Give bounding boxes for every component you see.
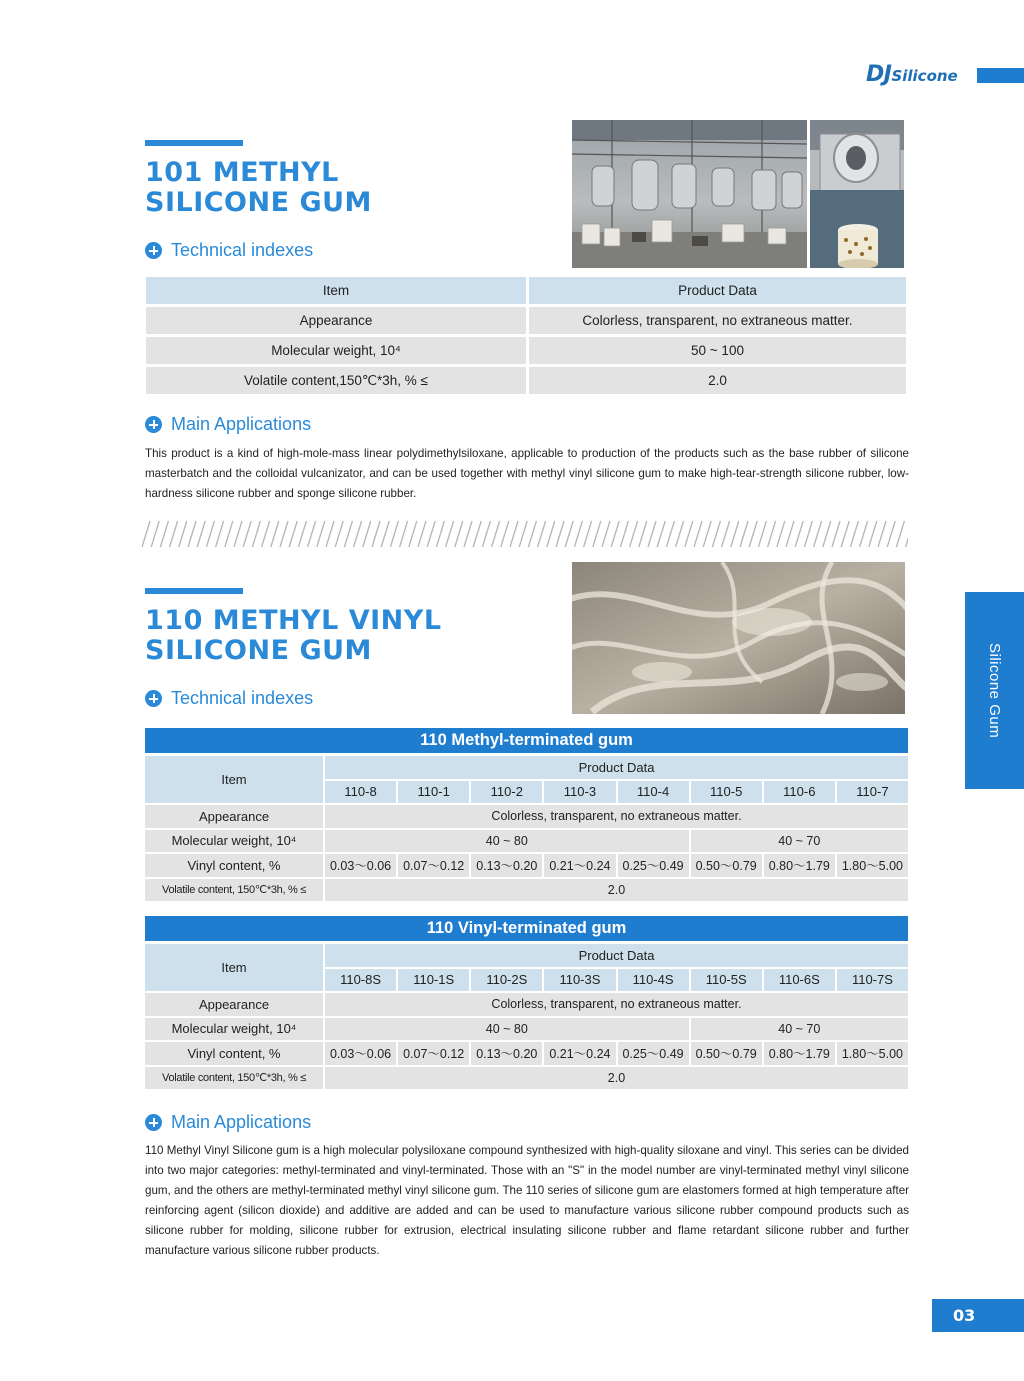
header-item: Item	[145, 944, 323, 991]
table-row	[145, 805, 908, 828]
side-tab-label: Silicone Gum	[986, 642, 1003, 739]
section2-tech-label: Technical indexes	[171, 688, 314, 708]
section2-title-line2: SILICONE GUM	[145, 635, 372, 666]
table-row	[145, 830, 908, 853]
section1-tech-heading	[145, 240, 313, 261]
cell-value: 1.80～5.00	[837, 854, 908, 877]
model-cell: 110-8S	[325, 969, 396, 992]
section1-title	[145, 158, 372, 218]
table-row	[145, 1067, 908, 1090]
cell-value: 40 ~ 80	[325, 1018, 689, 1041]
model-cell: 110-4S	[618, 969, 689, 992]
section1-apps-label: Main Applications	[171, 414, 312, 434]
cell-value: 0.50～0.79	[691, 854, 762, 877]
table-row	[146, 337, 906, 364]
section2-title-line1: 110 METHYL VINYL	[145, 605, 442, 636]
cell-value: 40 ~ 80	[325, 830, 689, 853]
cell-value: 0.80～1.79	[764, 1042, 835, 1065]
cell-label: Molecular weight, 10⁴	[145, 830, 323, 853]
model-cell: 110-1S	[398, 969, 469, 992]
table-row	[146, 307, 906, 334]
cell-label: Volatile content,150℃*3h, % ≤	[146, 367, 526, 394]
header-product-data: Product Data	[325, 944, 908, 967]
table-row	[145, 1018, 908, 1041]
methyl-table-title: 110 Methyl-terminated gum	[145, 728, 908, 753]
cell-value: 0.25～0.49	[618, 1042, 689, 1065]
brand-logo	[866, 62, 958, 87]
cell-label: Appearance	[146, 307, 526, 334]
table-row	[145, 993, 908, 1016]
model-cell: 110-5S	[691, 969, 762, 992]
plus-circle-icon	[145, 242, 162, 259]
model-cell: 110-7S	[837, 969, 908, 992]
cell-value: 40 ~ 70	[691, 830, 908, 853]
model-cell: 110-3	[544, 781, 615, 804]
section2-accent-bar	[145, 588, 243, 594]
table-row	[146, 367, 906, 394]
model-cell: 110-6	[764, 781, 835, 804]
cell-label: Volatile content, 150℃*3h, % ≤	[145, 879, 323, 902]
cell-value: 0.21～0.24	[544, 1042, 615, 1065]
section1-tech-label: Technical indexes	[171, 240, 314, 260]
plus-circle-icon	[145, 690, 162, 707]
brand-bar	[977, 68, 1024, 83]
header-item: Item	[146, 277, 526, 304]
brand-part2: Silicone	[891, 67, 958, 85]
header-product-data: Product Data	[529, 277, 906, 304]
cell-value: Colorless, transparent, no extraneous matter.	[529, 307, 906, 334]
plus-circle-icon	[145, 416, 162, 433]
section2-tech-heading	[145, 688, 313, 709]
section1-tech-table	[143, 274, 909, 397]
model-cell: 110-6S	[764, 969, 835, 992]
cell-label: Appearance	[145, 993, 323, 1016]
model-cell: 110-5	[691, 781, 762, 804]
cell-value: 0.03～0.06	[325, 854, 396, 877]
factory-photo	[572, 120, 807, 268]
cell-value: 40 ~ 70	[691, 1018, 908, 1041]
cell-value: 0.07～0.12	[398, 1042, 469, 1065]
silicone-gum-photo	[572, 562, 905, 714]
cell-label: Volatile content, 150℃*3h, % ≤	[145, 1067, 323, 1090]
brand-part1: DJ	[866, 62, 892, 87]
section1-apps-heading	[145, 414, 311, 435]
cell-label: Vinyl content, %	[145, 854, 323, 877]
table-header-row	[146, 277, 906, 304]
cell-value: 0.80～1.79	[764, 854, 835, 877]
cell-value: 2.0	[325, 1067, 908, 1090]
table-row	[145, 854, 908, 877]
table-row	[145, 879, 908, 902]
cell-value: 1.80～5.00	[837, 1042, 908, 1065]
cell-value: 2.0	[529, 367, 906, 394]
section1-title-line1: 101 METHYL	[145, 157, 339, 188]
model-cell: 110-8	[325, 781, 396, 804]
model-cell: 110-2S	[471, 969, 542, 992]
header-item: Item	[145, 756, 323, 803]
cell-value: 0.13～0.20	[471, 854, 542, 877]
cell-value: 0.50～0.79	[691, 1042, 762, 1065]
cell-value: Colorless, transparent, no extraneous matter.	[325, 805, 908, 828]
cell-value: 0.07～0.12	[398, 854, 469, 877]
cell-label: Molecular weight, 10⁴	[146, 337, 526, 364]
reactor-photo	[810, 120, 904, 268]
section1-title-line2: SILICONE GUM	[145, 187, 372, 218]
cell-value: Colorless, transparent, no extraneous matter.	[325, 993, 908, 1016]
section2-title	[145, 606, 442, 666]
section2-apps-text: 110 Methyl Vinyl Silicone gum is a high molecular polysiloxane compound synthesized with high-quality siloxane and vinyl. This series can be divided into two major categories: methyl-terminated and vinyl-terminated. Those with an "S" in the model number are vinyl-terminated methyl vinyl silicone gum, and the others are methyl-terminated methyl vinyl silicone gum. The 110 series of silicone gum are elastomers formed at high temperature after reinforcing agent (silicon dioxide) and additive are added and can be used to manufacture various silicone rubber compound products such as silicone rubber for molding, silicone rubber for extrusion, electrical insulating silicone rubber and flame retardant silicone rubber and further manufacture various silicone rubber products.	[145, 1144, 909, 1257]
methyl-terminated-table	[143, 754, 910, 903]
model-cell: 110-1	[398, 781, 469, 804]
side-tab-silicone-gum[interactable]	[965, 592, 1024, 789]
cell-value: 0.13～0.20	[471, 1042, 542, 1065]
cell-label: Vinyl content, %	[145, 1042, 323, 1065]
vinyl-terminated-table	[143, 942, 910, 1091]
cell-value: 2.0	[325, 879, 908, 902]
table-row	[145, 1042, 908, 1065]
model-cell: 110-7	[837, 781, 908, 804]
model-cell: 110-3S	[544, 969, 615, 992]
cell-value: 50 ~ 100	[529, 337, 906, 364]
page-number: 03	[932, 1299, 1024, 1332]
section2-apps-label: Main Applications	[171, 1112, 312, 1132]
table-row	[145, 756, 908, 779]
plus-circle-icon	[145, 1114, 162, 1131]
cell-value: 0.21～0.24	[544, 854, 615, 877]
cell-label: Appearance	[145, 805, 323, 828]
section1-apps-text: This product is a kind of high-mole-mass linear polydimethylsiloxane, applicable to production of the products such as the base rubber of silicone masterbatch and the colloidal vulcanizator, and can be used together with methyl vinyl silicone gum to make high-tear-strength silicone rubber, low-hardness silicone rubber and sponge silicone rubber.	[145, 447, 909, 500]
header-product-data: Product Data	[325, 756, 908, 779]
section2-apps-heading	[145, 1112, 311, 1133]
cell-value: 0.25～0.49	[618, 854, 689, 877]
table-row	[145, 944, 908, 967]
cell-label: Molecular weight, 10⁴	[145, 1018, 323, 1041]
model-cell: 110-4	[618, 781, 689, 804]
hatched-divider	[138, 519, 908, 549]
cell-value: 0.03～0.06	[325, 1042, 396, 1065]
model-cell: 110-2	[471, 781, 542, 804]
section1-accent-bar	[145, 140, 243, 146]
vinyl-table-title: 110 Vinyl-terminated gum	[145, 916, 908, 941]
